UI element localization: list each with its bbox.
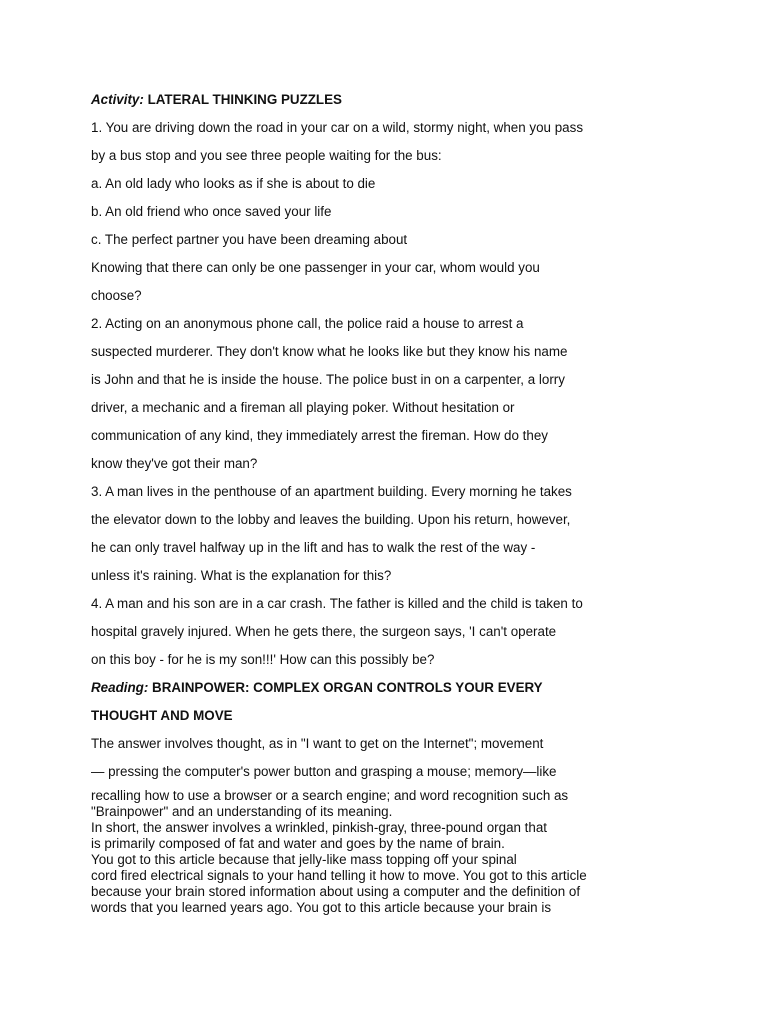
reading-body-line-5: In short, the answer involves a wrinkled, pinkish-gray, three-pound organ that [91,820,548,835]
puzzle-3-line-4: unless it's raining. What is the explanation for this? [91,568,392,583]
puzzle-4-line-2: hospital gravely injured. When he gets there, the surgeon says, 'I can't operate [91,624,557,639]
reading-body-line-8: cord fired electrical signals to your hand telling it how to move. You got to this article [91,868,587,883]
reading-body-line-7: You got to this article because that jelly-like mass topping off your spinal [91,852,517,867]
puzzle-2-line-1: 2. Acting on an anonymous phone call, the police raid a house to arrest a [91,316,524,331]
puzzle-3-line-3: he can only travel halfway up in the lift and has to walk the rest of the way - [91,540,536,555]
document-page [91,86,711,916]
puzzle-3-line-1: 3. A man lives in the penthouse of an apartment building. Every morning he takes [91,484,572,499]
puzzle-2-line-3: is John and that he is inside the house. The police bust in on a carpenter, a lorry [91,372,565,387]
puzzle-1-line-2: by a bus stop and you see three people waiting for the bus: [91,148,442,163]
puzzle-2-line-4: driver, a mechanic and a fireman all playing poker. Without hesitation or [91,400,515,415]
reading-body-line-4: "Brainpower" and an understanding of its meaning. [91,804,393,819]
activity-heading [91,86,711,114]
puzzle-1-question-line-1: Knowing that there can only be one passenger in your car, whom would you [91,260,540,275]
puzzle-2-line-6: know they've got their man? [91,456,258,471]
puzzle-2-line-5: communication of any kind, they immediately arrest the fireman. How do they [91,428,548,443]
puzzle-1-line-1: 1. You are driving down the road in your car on a wild, stormy night, when you pass [91,120,584,135]
reading-title-line-2: THOUGHT AND MOVE [91,708,233,723]
reading-body-line-10: words that you learned years ago. You got to this article because your brain is [91,900,552,915]
reading-heading [91,674,711,702]
activity-label: Activity: [91,92,144,107]
reading-body-line-6: is primarily composed of fat and water and goes by the name of brain. [91,836,505,851]
puzzle-1-option-a: a. An old lady who looks as if she is about to die [91,176,376,191]
reading-body-line-2: — pressing the computer's power button and grasping a mouse; memory—like [91,764,557,779]
puzzle-1-question-line-2: choose? [91,288,142,303]
reading-body-line-1: The answer involves thought, as in "I want to get on the Internet"; movement [91,736,544,751]
reading-label: Reading: [91,680,149,695]
activity-title: LATERAL THINKING PUZZLES [143,92,342,107]
reading-body-line-3: recalling how to use a browser or a search engine; and word recognition such as [91,788,569,803]
puzzle-1-option-b: b. An old friend who once saved your life [91,204,332,219]
reading-body-line-9: because your brain stored information about using a computer and the definition of [91,884,581,899]
puzzle-4-line-3: on this boy - for he is my son!!!' How can this possibly be? [91,652,435,667]
puzzle-3-line-2: the elevator down to the lobby and leaves the building. Upon his return, however, [91,512,571,527]
puzzle-1-option-c: c. The perfect partner you have been dreaming about [91,232,408,247]
puzzle-4-line-1: 4. A man and his son are in a car crash. The father is killed and the child is taken to [91,596,583,611]
puzzle-2-line-2: suspected murderer. They don't know what he looks like but they know his name [91,344,568,359]
reading-title-line-1: BRAINPOWER: COMPLEX ORGAN CONTROLS YOUR EVERY [148,680,543,695]
